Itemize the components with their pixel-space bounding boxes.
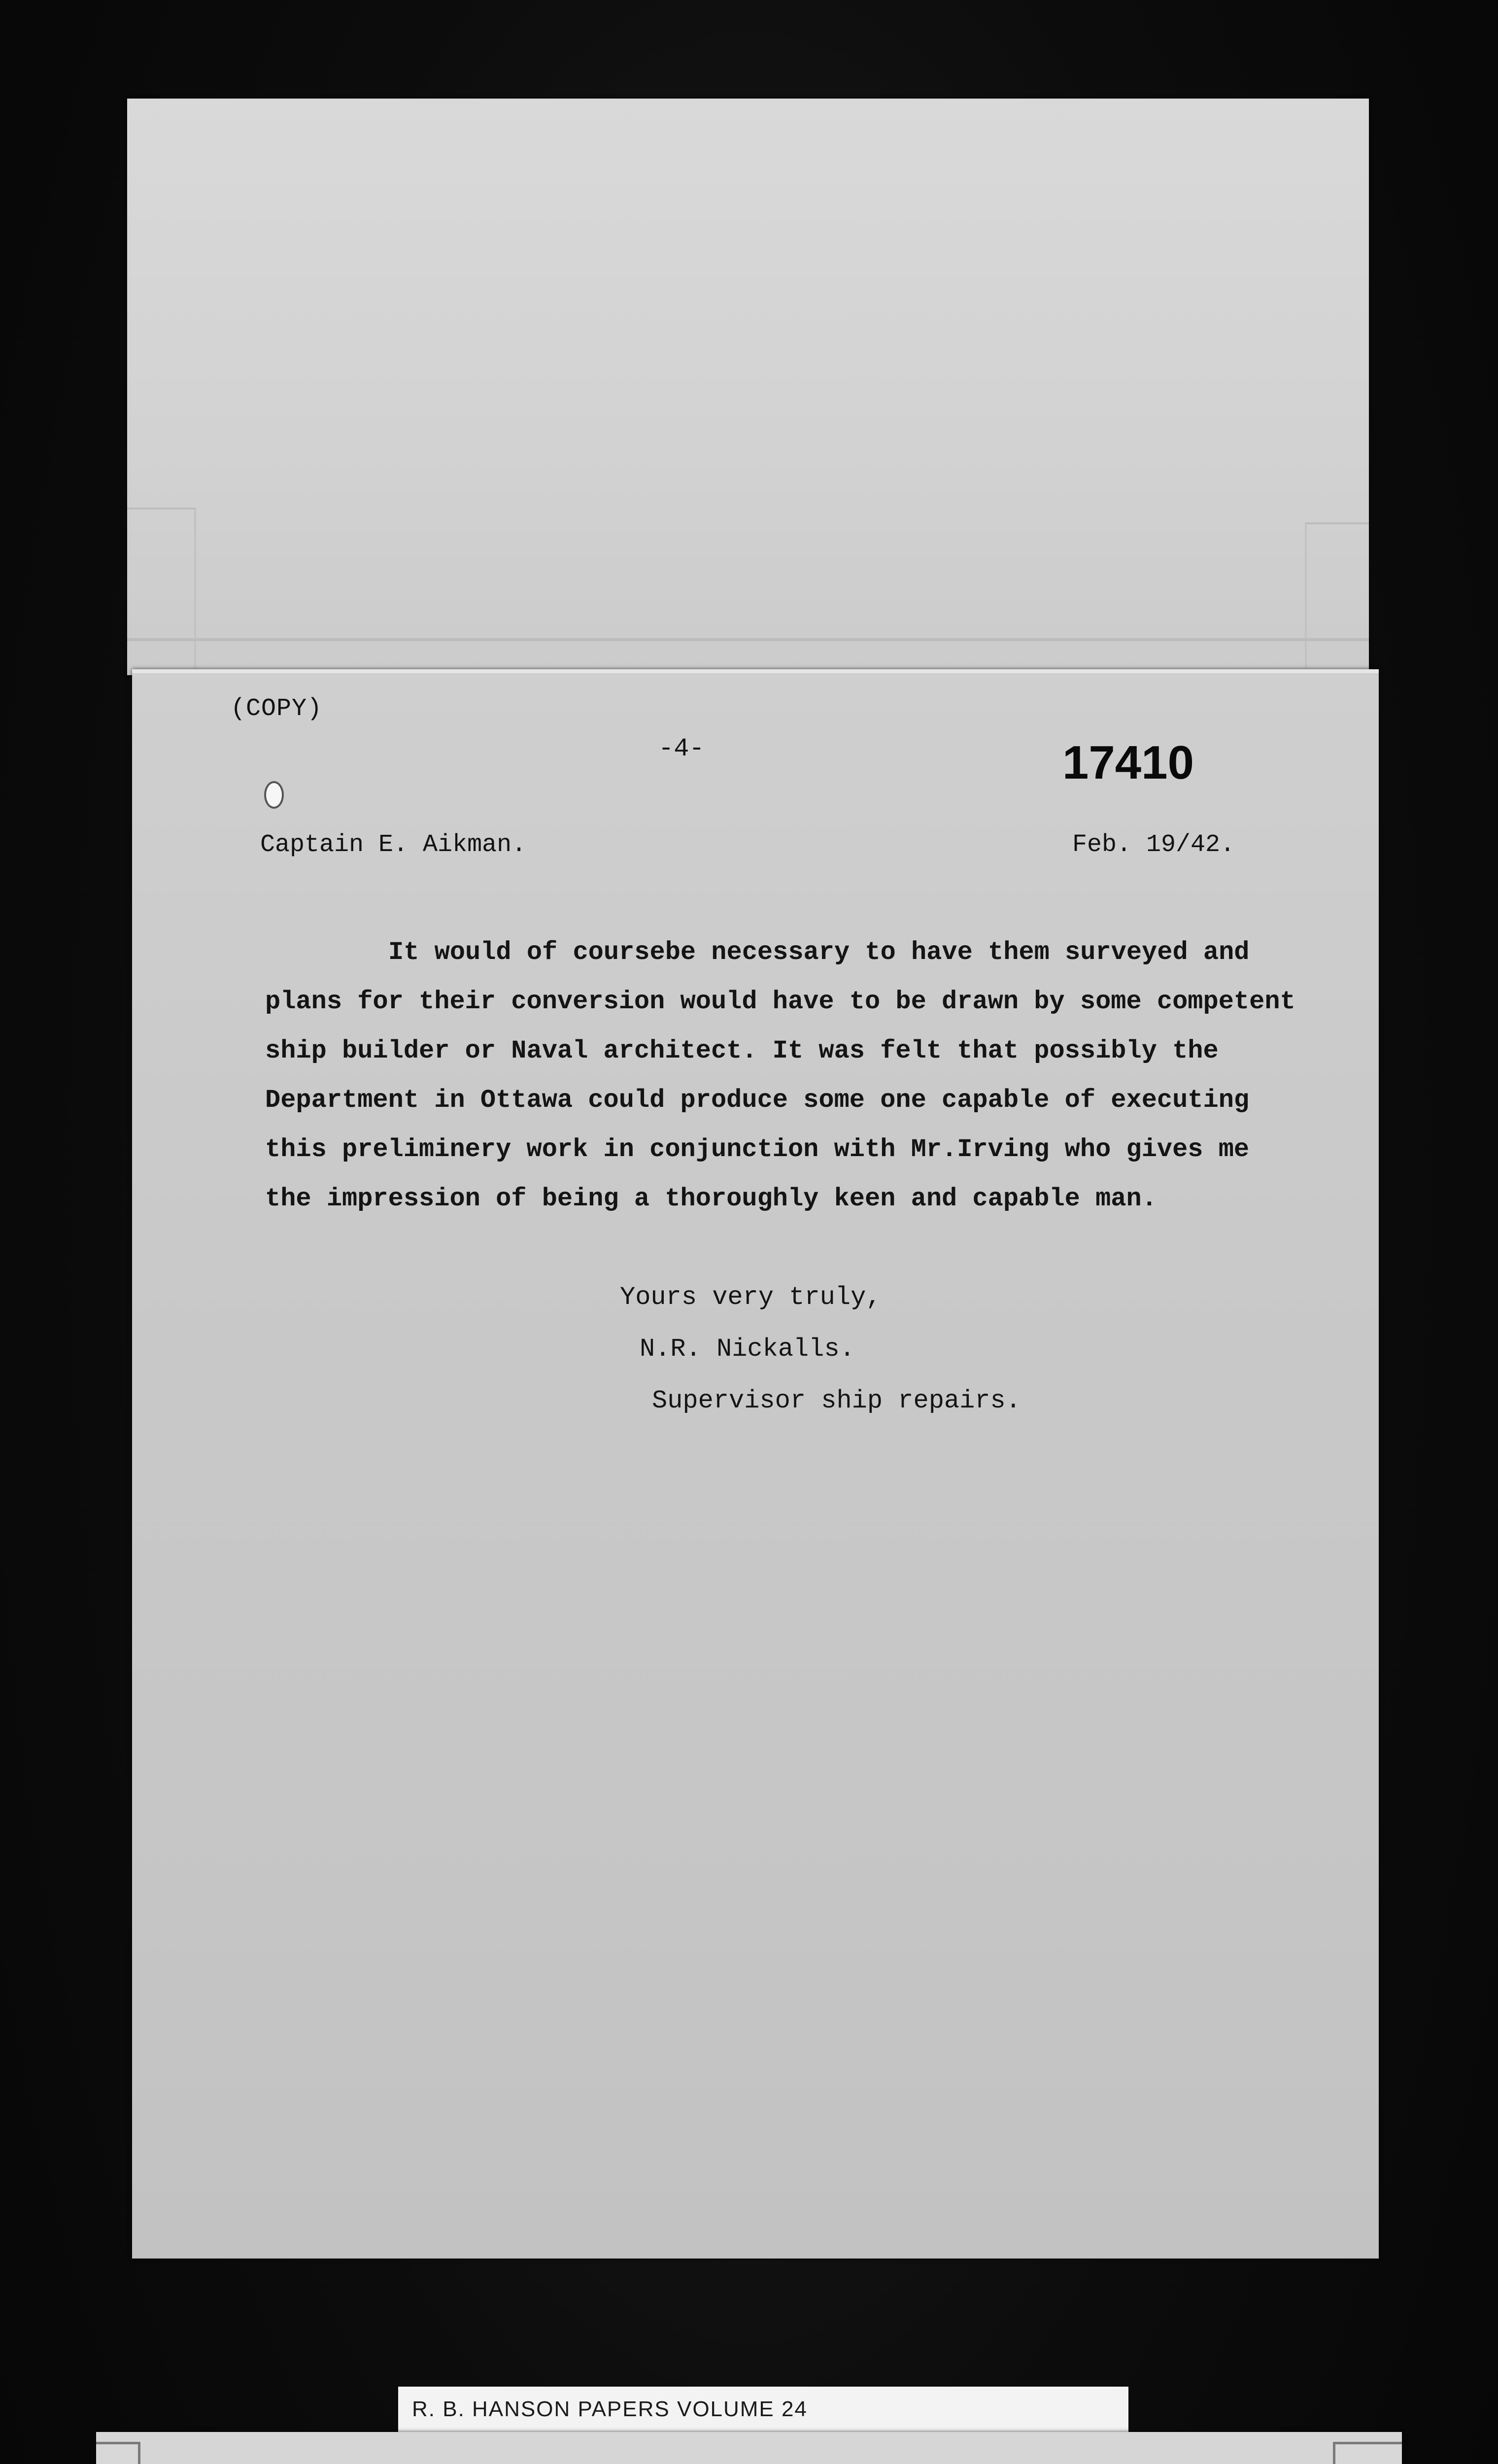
signatory-title: Supervisor ship repairs.	[652, 1386, 1021, 1415]
letter-page	[132, 669, 1379, 2259]
card-panel-right	[1333, 2442, 1402, 2464]
body-line: this preliminery work in conjunction with Mr.Irving who gives me	[265, 1135, 1250, 1164]
copy-mark: (COPY)	[231, 695, 323, 723]
body-line: It would of coursebe necessary to have them surveyed and	[388, 938, 1250, 967]
volume-label: R. B. HANSON PAPERS VOLUME 24	[398, 2387, 1128, 2432]
addressee: Captain E. Aikman.	[260, 831, 527, 859]
letter-closing	[620, 1271, 1021, 1427]
file-number-stamp: 17410	[1062, 736, 1194, 789]
back-sheet-crease-left	[127, 508, 196, 675]
valediction: Yours very truly,	[620, 1283, 882, 1312]
body-line: Department in Ottawa could produce some one capable of executing	[265, 1086, 1250, 1115]
back-sheet-fold	[127, 638, 1369, 641]
punch-hole-icon	[264, 781, 284, 809]
page-number: -4-	[658, 734, 705, 763]
letter-date: Feb. 19/42.	[1072, 831, 1235, 859]
signatory-name: N.R. Nickalls.	[640, 1335, 855, 1364]
archive-stamp-card	[96, 2432, 1402, 2464]
body-line: plans for their conversion would have to be drawn by some competent	[265, 987, 1295, 1016]
letter-page-top-edge	[132, 669, 1379, 673]
back-sheet	[127, 99, 1369, 675]
body-line: ship builder or Naval architect. It was felt that possibly the	[265, 1036, 1219, 1065]
body-line: the impression of being a thoroughly keen and capable man.	[265, 1184, 1157, 1213]
back-sheet-crease-right	[1305, 522, 1369, 675]
letter-body	[265, 928, 1305, 1224]
card-panel-left	[96, 2442, 140, 2464]
